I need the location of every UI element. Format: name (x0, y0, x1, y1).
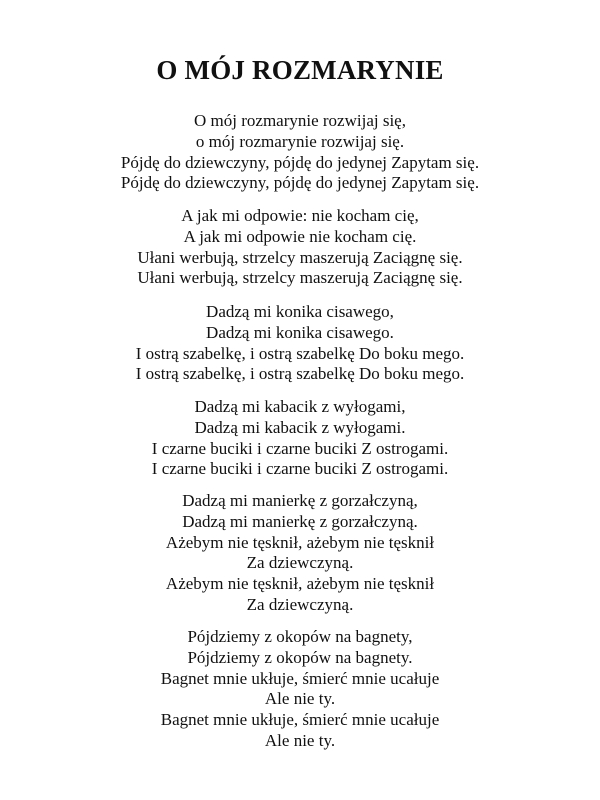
verse-line: Bagnet mnie ukłuje, śmierć mnie ucałuje (160, 710, 440, 730)
verse-line: Dadzą mi konika cisawego, (206, 302, 394, 321)
verse-line: Pójdę do dziewczyny, pójdę do jedynej Zapytam się. (120, 173, 480, 193)
verse-line: Pójdziemy z okopów na bagnety. (187, 647, 413, 667)
verse-line: A jak mi odpowie nie kocham cię. (183, 226, 417, 246)
verse-line: Ale nie ty. (264, 689, 336, 709)
stanza-5 (0, 491, 600, 616)
stanza-4 (0, 397, 600, 480)
stanza-3 (0, 302, 600, 385)
verse-line: Dadzą mi manierkę z gorzałczyną. (182, 511, 418, 531)
stanza-1 (0, 111, 600, 194)
verse-line: I czarne buciki i czarne buciki Z ostrogami. (151, 438, 449, 458)
stanza-6 (0, 627, 600, 752)
verse-line: O mój rozmarynie rozwijaj się, (194, 111, 406, 130)
verse-line: I ostrą szabelkę, i ostrą szabelkę Do boku mego. (135, 364, 465, 384)
verse-line: Ułani werbują, strzelcy maszerują Zaciągnę się. (137, 268, 463, 288)
verse-line: Dadzą mi kabacik z wyłogami. (194, 417, 406, 437)
verse-line: Ażebym nie tęsknił, ażebym nie tęsknił (165, 574, 435, 594)
verse-line: Dadzą mi konika cisawego. (206, 322, 394, 342)
verse-line: Za dziewczyną. (246, 553, 354, 573)
verse-line: Pójdę do dziewczyny, pójdę do jedynej Zapytam się. (120, 152, 480, 172)
stanza-2 (0, 206, 600, 289)
verse-line: Ale nie ty. (264, 730, 336, 750)
verse-line: o mój rozmarynie rozwijaj się. (195, 131, 405, 151)
verse-line: Pójdziemy z okopów na bagnety, (187, 627, 413, 646)
verse-line: Bagnet mnie ukłuje, śmierć mnie ucałuje (160, 668, 440, 688)
verse-line: A jak mi odpowie: nie kocham cię, (181, 206, 419, 225)
verse-line: I czarne buciki i czarne buciki Z ostrogami. (151, 459, 449, 479)
verse-line: Za dziewczyną. (246, 594, 354, 614)
verse-line: Dadzą mi kabacik z wyłogami, (194, 397, 406, 416)
verse-line: Ułani werbują, strzelcy maszerują Zaciągnę się. (137, 247, 463, 267)
song-title: O MÓJ ROZMARYNIE (156, 55, 444, 85)
verse-line: Dadzą mi manierkę z gorzałczyną, (182, 491, 418, 510)
verse-line: I ostrą szabelkę, i ostrą szabelkę Do boku mego. (135, 343, 465, 363)
verse-line: Ażebym nie tęsknił, ażebym nie tęsknił (165, 532, 435, 552)
